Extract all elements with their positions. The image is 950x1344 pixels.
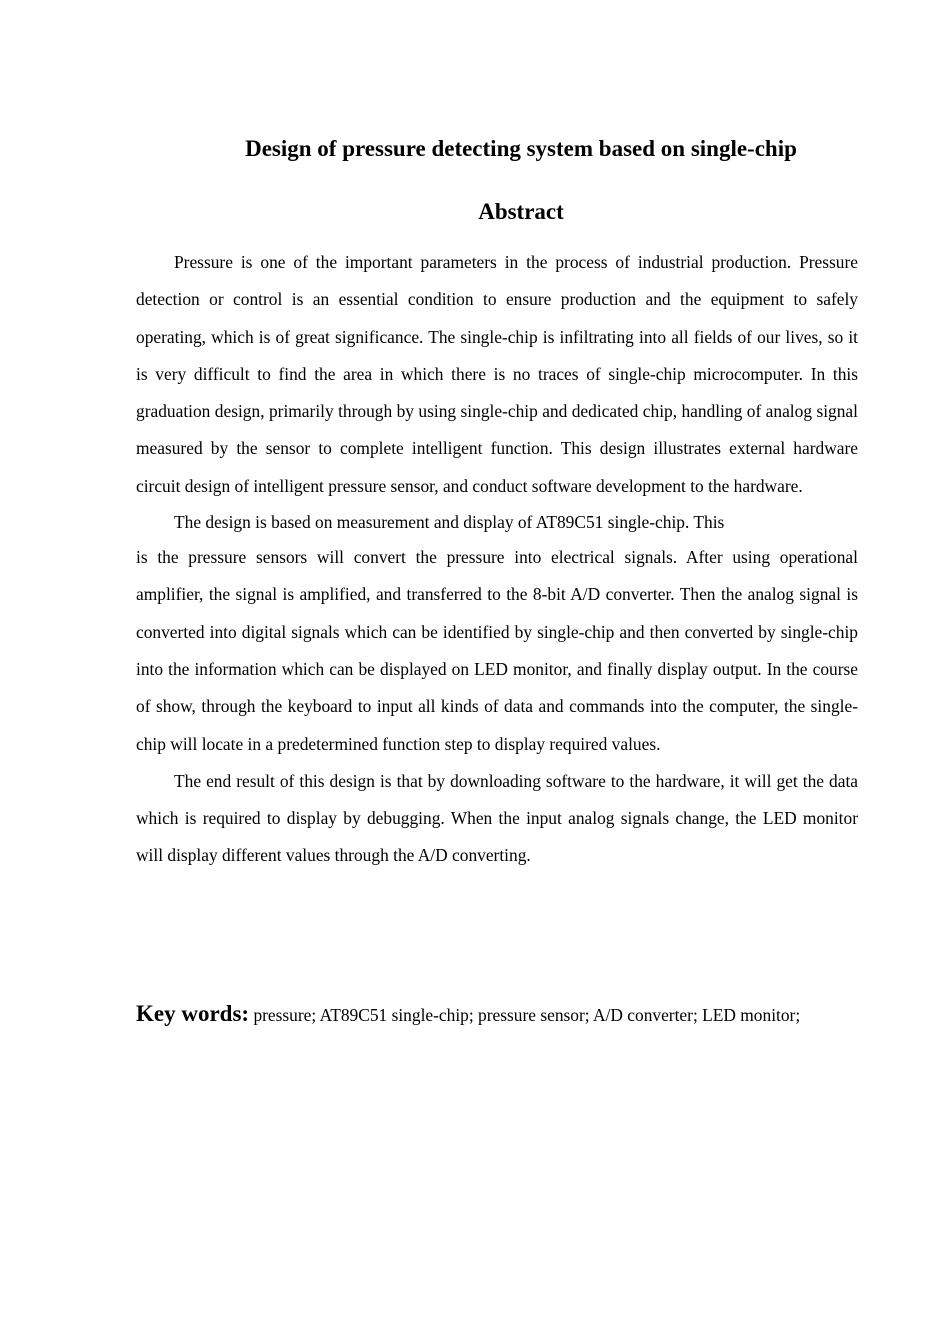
- abstract-paragraph-2-line-1: The design is based on measurement and display of AT89C51 single-chip. This: [174, 512, 725, 533]
- keywords-line: [136, 990, 858, 1039]
- abstract-paragraph-2: [136, 505, 858, 763]
- abstract-paragraph-1: Pressure is one of the important parameters in the process of industrial production. Pressure detection or control is an essential condition to ensure production and the equipment to safely operating, which is of great significance. The single-chip is infiltrating into all fields of our lives, so it is very difficult to find the area in which there is no traces of single-chip microcomputer. In this graduation design, primarily through by using single-chip and dedicated chip, handling of analog signal measured by the sensor to complete intelligent function. This design illustrates external hardware circuit design of intelligent pressure sensor, and conduct software development to the hardware.: [136, 252, 858, 496]
- keywords-label: Key words:: [136, 1001, 250, 1026]
- document-title: Design of pressure detecting system based on single-chip: [245, 136, 797, 161]
- abstract-paragraph-3: The end result of this design is that by downloading software to the hardware, it will get the data which is required to display by debugging. When the input analog signals change, the LED monitor will display different values through the A/D converting.: [136, 770, 858, 866]
- abstract-heading: Abstract: [478, 199, 564, 224]
- abstract-paragraph-2-rest: is the pressure sensors will convert the pressure into electrical signals. After using operational amplifier, the signal is amplified, and transferred to the 8-bit A/D converter. Then the analog signal is converted into digital signals which can be identified by single-chip and then converted by single-chip into the information which can be displayed on LED monitor, and finally display output. In the course of show, through the keyboard to input all kinds of data and commands into the computer, the single-chip will locate in a predetermined function step to display required values.: [136, 547, 858, 754]
- keywords-text: pressure; AT89C51 single-chip; pressure sensor; A/D converter; LED monitor;: [253, 1005, 801, 1025]
- abstract-body: [136, 244, 858, 875]
